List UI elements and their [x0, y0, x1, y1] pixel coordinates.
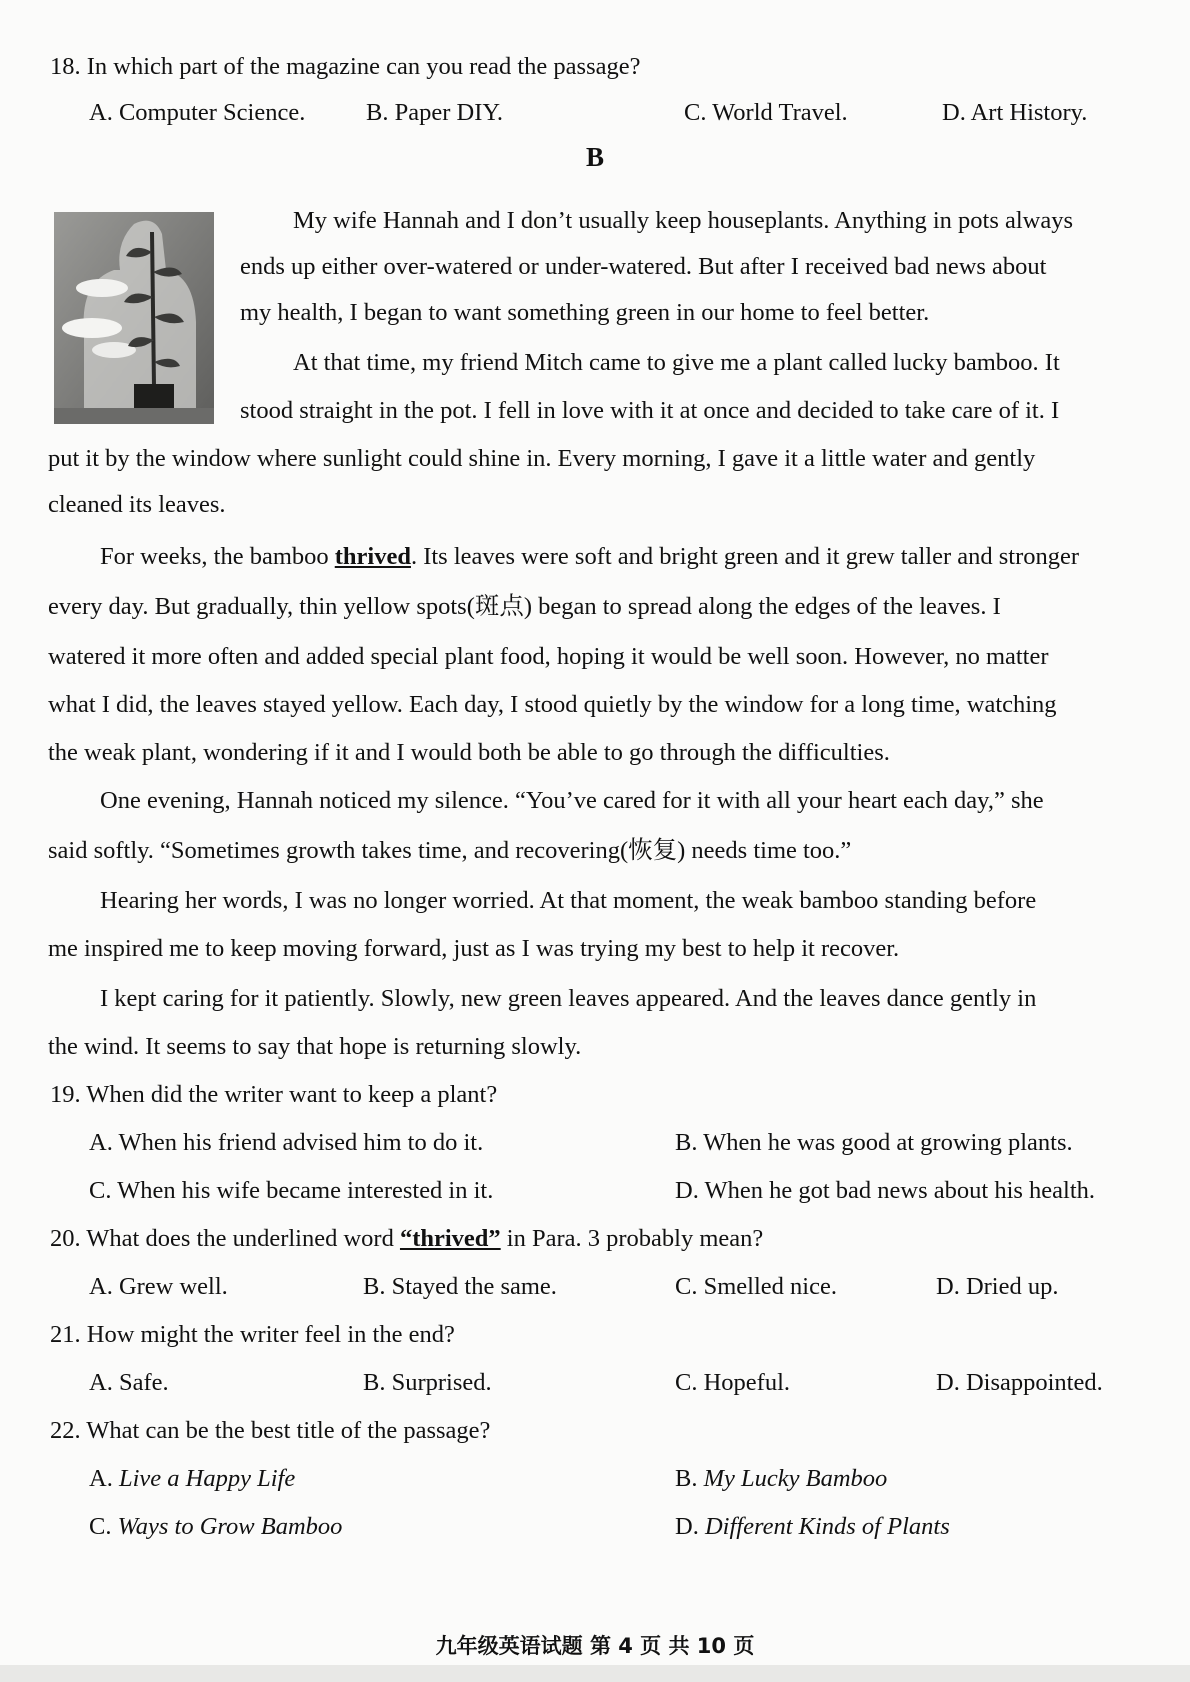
passage-p3-line3: watered it more often and added special plant food, hoping it would be well soon. However, no matter — [48, 643, 1049, 670]
passage-p4-line2: said softly. “Sometimes growth takes time, and recovering(恢复) needs time too.” — [48, 837, 852, 864]
passage-p1-line1: My wife Hannah and I don’t usually keep houseplants. Anything in pots always — [293, 207, 1074, 234]
q20-option-c: C. Smelled nice. — [675, 1273, 837, 1300]
passage-p5-line1: Hearing her words, I was no longer worried. At that moment, the weak bamboo standing before — [100, 887, 1037, 914]
q20-question — [50, 1224, 763, 1254]
q21-question: 21. How might the writer feel in the end? — [50, 1321, 455, 1348]
scan-edge — [0, 1665, 1190, 1682]
q22-question: 22. What can be the best title of the passage? — [50, 1417, 491, 1444]
passage-p3-text-before: For weeks, the bamboo — [100, 543, 335, 570]
passage-p3-line5: the weak plant, wondering if it and I would both be able to go through the difficulties. — [48, 739, 890, 766]
passage-p2-line1: At that time, my friend Mitch came to give me a plant called lucky bamboo. It — [293, 349, 1060, 376]
q19-option-b: B. When he was good at growing plants. — [675, 1129, 1073, 1156]
q19-option-a: A. When his friend advised him to do it. — [89, 1129, 484, 1156]
passage-p3-line4: what I did, the leaves stayed yellow. Each day, I stood quietly by the window for a long time, watching — [48, 691, 1057, 718]
q20-option-d: D. Dried up. — [936, 1273, 1059, 1300]
passage-p3-line2: every day. But gradually, thin yellow spots(斑点) began to spread along the edges of the leaves. I — [48, 593, 1001, 620]
q22-option-a-title: Live a Happy Life — [118, 1465, 296, 1492]
q19-question: 19. When did the writer want to keep a plant? — [50, 1081, 498, 1108]
q22-option-d-title: Different Kinds of Plants — [704, 1513, 950, 1540]
passage-p3-line1 — [100, 542, 1079, 572]
passage-p4-line1: One evening, Hannah noticed my silence. “You’ve cared for it with all your heart each day,” she — [100, 787, 1044, 814]
q21-option-c: C. Hopeful. — [675, 1369, 790, 1396]
passage-p2-line2: stood straight in the pot. I fell in love with it at once and decided to take care of it. I — [240, 397, 1060, 424]
q20-text-before: 20. What does the underlined word — [50, 1225, 400, 1252]
passage-p5-line2: me inspired me to keep moving forward, just as I was trying my best to help it recover. — [48, 935, 900, 962]
q22-option-d — [675, 1512, 950, 1542]
passage-p3-text-after: . Its leaves were soft and bright green and it grew taller and stronger — [410, 543, 1080, 570]
q22-option-b-letter: B. — [675, 1465, 704, 1492]
q19-option-c: C. When his wife became interested in it. — [89, 1177, 494, 1204]
q22-option-a-letter: A. — [89, 1465, 119, 1492]
passage-p1-line2: ends up either over-watered or under-watered. But after I received bad news about — [240, 253, 1047, 280]
q22-option-c-title: Ways to Grow Bamboo — [117, 1513, 343, 1540]
q18-option-b: B. Paper DIY. — [366, 99, 504, 126]
q22-option-c — [89, 1512, 342, 1542]
q18-option-a: A. Computer Science. — [89, 99, 306, 126]
section-heading: B — [585, 142, 604, 172]
passage-p6-line1: I kept caring for it patiently. Slowly, new green leaves appeared. And the leaves dance gently in — [100, 985, 1037, 1012]
q20-text-after: in Para. 3 probably mean? — [500, 1225, 764, 1252]
q22-option-a — [89, 1464, 295, 1494]
q20-option-b: B. Stayed the same. — [363, 1273, 557, 1300]
q20-option-a: A. Grew well. — [89, 1273, 228, 1300]
q20-underlined-word: “thrived” — [399, 1225, 501, 1252]
passage-p2-line4: cleaned its leaves. — [48, 491, 226, 518]
q22-option-b — [675, 1464, 887, 1494]
page-footer: 九年级英语试题 第 4 页 共 10 页 — [435, 1634, 755, 1658]
q22-option-c-letter: C. — [89, 1513, 118, 1540]
q19-option-d: D. When he got bad news about his health. — [675, 1177, 1096, 1204]
passage-p1-line3: my health, I began to want something green in our home to feel better. — [240, 299, 930, 326]
q21-option-d: D. Disappointed. — [936, 1369, 1103, 1396]
passage-p2-line3: put it by the window where sunlight could shine in. Every morning, I gave it a little water and gently — [48, 445, 1036, 472]
q22-option-d-letter: D. — [675, 1513, 705, 1540]
q21-option-b: B. Surprised. — [363, 1369, 492, 1396]
passage-p6-line2: the wind. It seems to say that hope is returning slowly. — [48, 1033, 582, 1060]
q18-question: 18. In which part of the magazine can you read the passage? — [50, 53, 641, 80]
bamboo-illustration — [54, 212, 214, 424]
thrived-underlined-word: thrived — [334, 543, 411, 570]
q18-option-d: D. Art History. — [942, 99, 1088, 126]
q22-option-b-title: My Lucky Bamboo — [703, 1465, 888, 1492]
q21-option-a: A. Safe. — [89, 1369, 169, 1396]
q18-option-c: C. World Travel. — [684, 99, 848, 126]
